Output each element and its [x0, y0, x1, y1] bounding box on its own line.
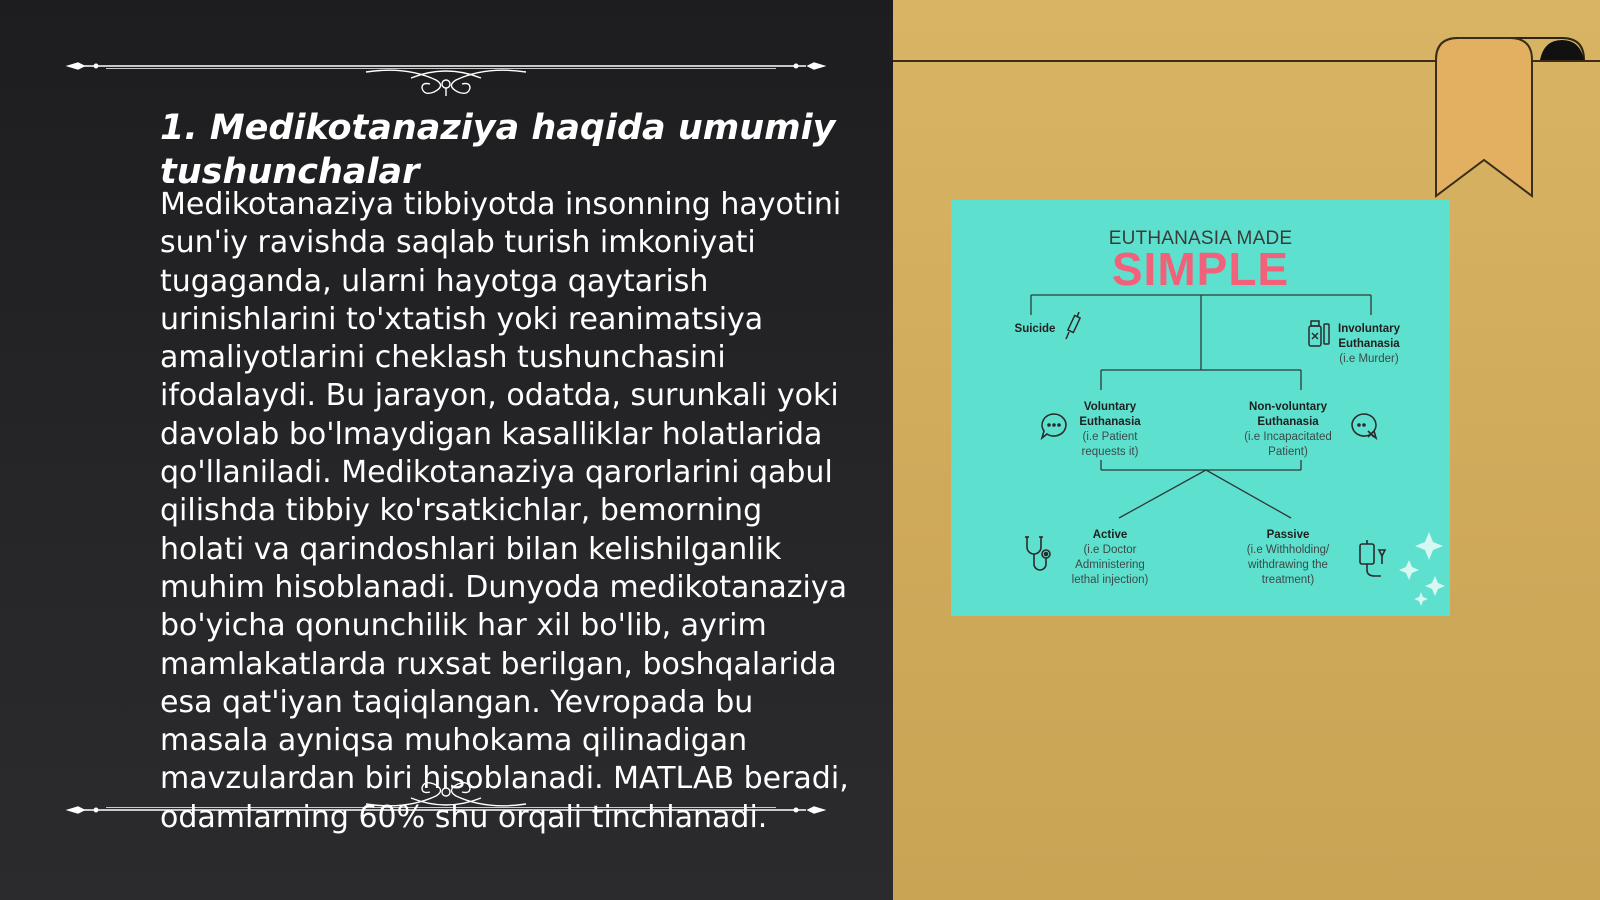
slide-title: 1. Medikotanaziya haqida umumiy tushunchalar [160, 108, 836, 192]
node-active-note: (i.e Doctor Administering lethal injection) [1071, 544, 1149, 586]
sparkle-icon [1399, 532, 1445, 606]
slide-body-text: Medikotanaziya tibbiyotda insonning hayotini sun'iy ravishda saqlab turish imkoniyati tugaganda, ularni hayotga qaytarish urinishlarini to'xtatish yoki reanimatsiya amaliyotlarini cheklash tushunchasini ifodalaydi. Bu jarayon, odatda, surunkali yoki davolab bo'lmaydigan kasalliklar holatlarida qo'llaniladi. Medikotanaziya qarorlarini qabul qilishda tibbiy ko'rsatkichlar, bemorning holati va qarindoshlari bilan kelishilganlik muhim hisoblanadi. Dunyoda medikotanaziya bo'yicha qonunchilik har xil bo'lib, ayrim mamlakatlarda ruxsat berilgan, boshqalarida esa qat'iyan taqiqlangan. Yevropada bu masala ayniqsa muhokama qilinadigan mavzulardan biri hisoblanadi. MATLAB beradi, odamlarning 60% shu orqali tinchlanadi. [160, 187, 849, 835]
node-voluntary [1063, 400, 1157, 460]
iv-bag-icon [1357, 538, 1391, 578]
node-voluntary-note: (i.e Patient requests it) [1081, 431, 1139, 458]
node-involuntary [1331, 322, 1407, 367]
node-active-label: Active [1092, 529, 1128, 541]
node-nonvoluntary-note: (i.e Incapacitated Patient) [1244, 431, 1332, 458]
node-passive [1236, 528, 1340, 588]
node-suicide [1007, 322, 1063, 337]
node-active [1063, 528, 1157, 588]
node-suicide-label: Suicide [1014, 323, 1056, 335]
medicine-bottle-icon [1306, 318, 1332, 348]
node-involuntary-label: Involuntary Euthanasia [1338, 323, 1400, 350]
stethoscope-icon [1023, 534, 1057, 576]
ornament-divider-bottom [66, 780, 826, 828]
node-voluntary-label: Voluntary Euthanasia [1079, 401, 1141, 428]
node-nonvoluntary-label: Non-voluntary Euthanasia [1249, 401, 1327, 428]
speech-bubble-x-icon [1349, 412, 1379, 440]
infographic-highlight: SIMPLE [1111, 243, 1290, 295]
node-nonvoluntary [1236, 400, 1340, 460]
euthanasia-infographic [951, 200, 1450, 616]
syringe-icon [1063, 310, 1087, 340]
infographic-title: EUTHANASIA MADE [1108, 228, 1293, 249]
bookmark-ribbon [1434, 36, 1600, 200]
node-passive-note: (i.e Withholding/ withdrawing the treatment) [1246, 544, 1330, 586]
node-passive-label: Passive [1266, 529, 1310, 541]
node-involuntary-note: (i.e Murder) [1339, 353, 1399, 365]
ornament-divider-top [66, 48, 826, 96]
